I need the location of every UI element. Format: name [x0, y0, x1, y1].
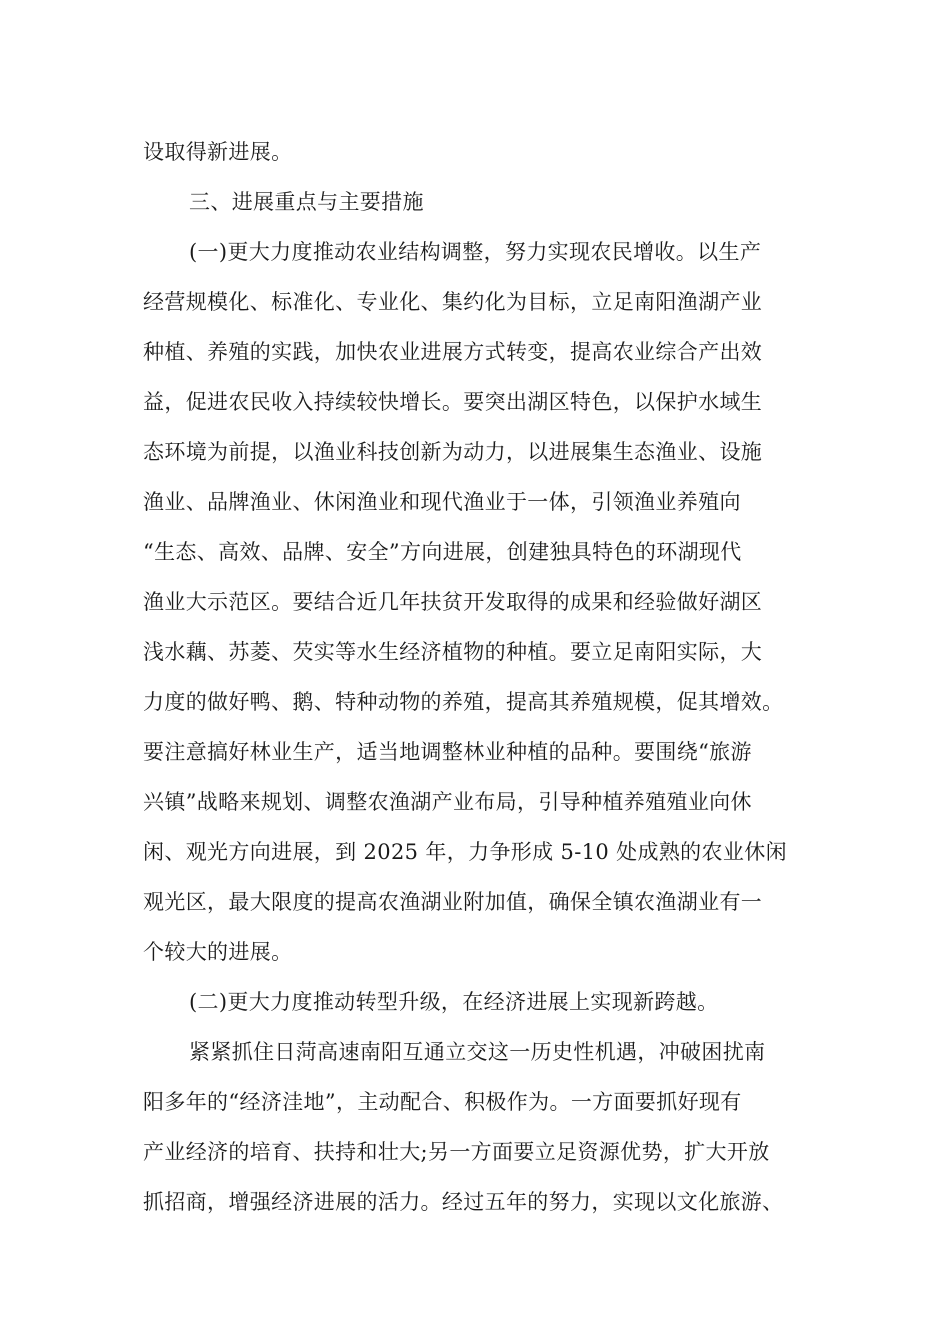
text-line: 紧紧抓住日菏高速南阳互通立交这一历史性机遇，冲破困扰南	[189, 1040, 766, 1064]
text-line: 经营规模化、标准化、专业化、集约化为目标，立足南阳渔湖产业	[143, 290, 763, 314]
text-line: 种植、养殖的实践，加快农业进展方式转变，提高农业综合产出效	[143, 340, 763, 364]
text-line: 抓招商，增强经济进展的活力。经过五年的努力，实现以文化旅游、	[143, 1190, 784, 1214]
text-line: 个较大的进展。	[143, 940, 293, 964]
subsection-heading: (一)更大力度推动农业结构调整，努力实现农民增收。以生产	[189, 240, 762, 264]
text-line: 益，促进农民收入持续较快增长。要突出湖区特色，以保护水域生	[143, 390, 763, 414]
text-line: 要注意搞好林业生产，适当地调整林业种植的品种。要围绕“旅游	[143, 740, 752, 764]
text-line: “生态、高效、品牌、安全”方向进展，创建独具特色的环湖现代	[143, 540, 742, 564]
text-line: 态环境为前提，以渔业科技创新为动力，以进展集生态渔业、设施	[143, 440, 763, 464]
text-line: 闲、观光方向进展，到 2025 年，力争形成 5-10 处成熟的农业休闲	[143, 840, 787, 864]
text-line: 兴镇”战略来规划、调整农渔湖产业布局，引导种植养殖殖业向休	[143, 790, 752, 814]
text-line: 渔业大示范区。要结合近几年扶贫开发取得的成果和经验做好湖区	[143, 590, 763, 614]
text-line: 渔业、品牌渔业、休闲渔业和现代渔业于一体，引领渔业养殖向	[143, 490, 741, 514]
section-heading: 三、进展重点与主要措施	[189, 190, 424, 214]
text-line: 阳多年的“经济洼地”，主动配合、积极作为。一方面要抓好现有	[143, 1090, 742, 1114]
text-line: 观光区，最大限度的提高农渔湖业附加值，确保全镇农渔湖业有一	[143, 890, 763, 914]
text-line: 浅水藕、苏菱、芡实等水生经济植物的种植。要立足南阳实际，大	[143, 640, 763, 664]
text-line: 产业经济的培育、扶持和壮大;另一方面要立足资源优势，扩大开放	[143, 1140, 770, 1164]
text-line: 设取得新进展。	[143, 140, 293, 164]
subsection-heading: (二)更大力度推动转型升级，在经济进展上实现新跨越。	[189, 990, 719, 1014]
text-line: 力度的做好鸭、鹅、特种动物的养殖，提高其养殖规模，促其增效。	[143, 690, 784, 714]
